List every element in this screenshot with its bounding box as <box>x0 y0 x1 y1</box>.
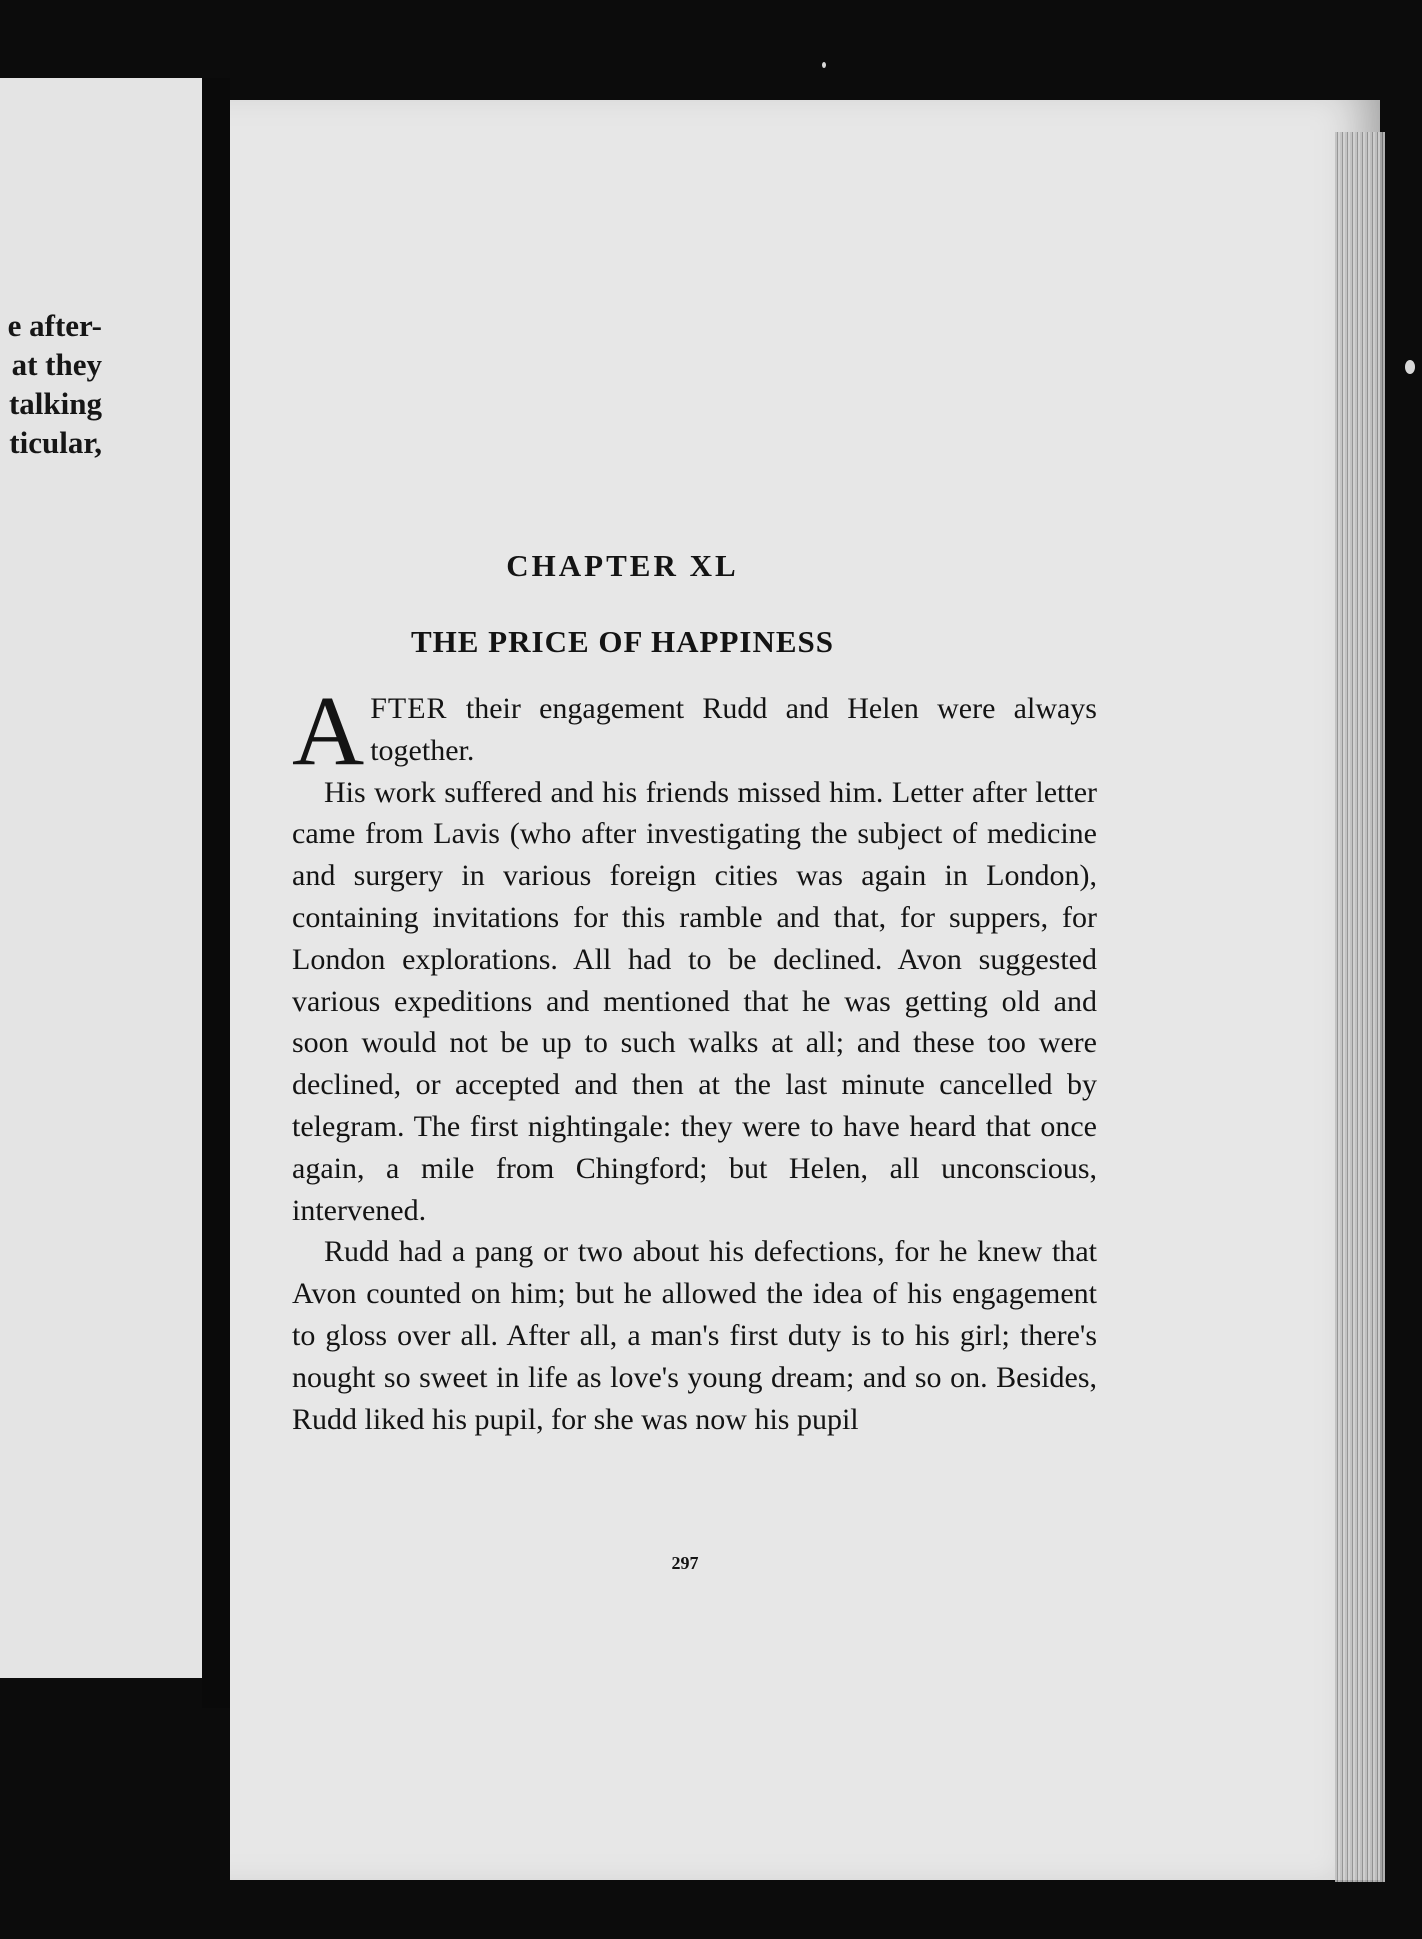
paragraph-2: His work suffered and his friends missed him. Letter after letter came from Lavis (who after investigating the subject of medicine and surgery in various foreign cities was again in London), containing invitations for this ramble and that, for suppers, for London explorations. All had to be declined. Avon suggested various expeditions and mentioned that he was getting old and soon would not be up to such walks at all; and these too were declined, or accepted and then at the last minute cancelled by telegram. The first nightingale: they were to have heard that once again, a mile from Chingford; but Helen, all unconscious, intervened. <box>292 775 1097 1227</box>
page-number: 297 <box>671 1553 699 1573</box>
body-text <box>292 675 1097 1440</box>
drop-cap: A <box>292 675 365 786</box>
paragraph-3: Rudd had a pang or two about his defections, for he knew that Avon counted on him; but he allowed the idea of his engagement to gloss over all. After all, a man's first duty is to his girl; there's nought so sweet in life as love's young dream; and so on. Besides, Rudd liked his pupil, for she was now his pupil <box>292 1235 1097 1436</box>
left-line: ticular, <box>9 425 102 460</box>
dust-speck <box>822 62 826 68</box>
paragraph-1 <box>292 675 1097 786</box>
left-page <box>0 78 202 1678</box>
dust-speck <box>1405 360 1415 374</box>
left-line: talking <box>8 386 102 421</box>
paragraph-1-text: their engagement Rudd and Helen were always together. <box>370 692 1097 767</box>
chapter-number: CHAPTER XL <box>506 548 739 583</box>
chapter-title: THE PRICE OF HAPPINESS <box>410 624 835 659</box>
left-line: e after- <box>7 308 102 343</box>
book-gutter <box>202 78 230 1708</box>
first-word: FTER <box>370 692 448 725</box>
left-page-text <box>0 306 102 462</box>
left-line: at they <box>11 347 102 382</box>
page-edge <box>1335 132 1385 1882</box>
